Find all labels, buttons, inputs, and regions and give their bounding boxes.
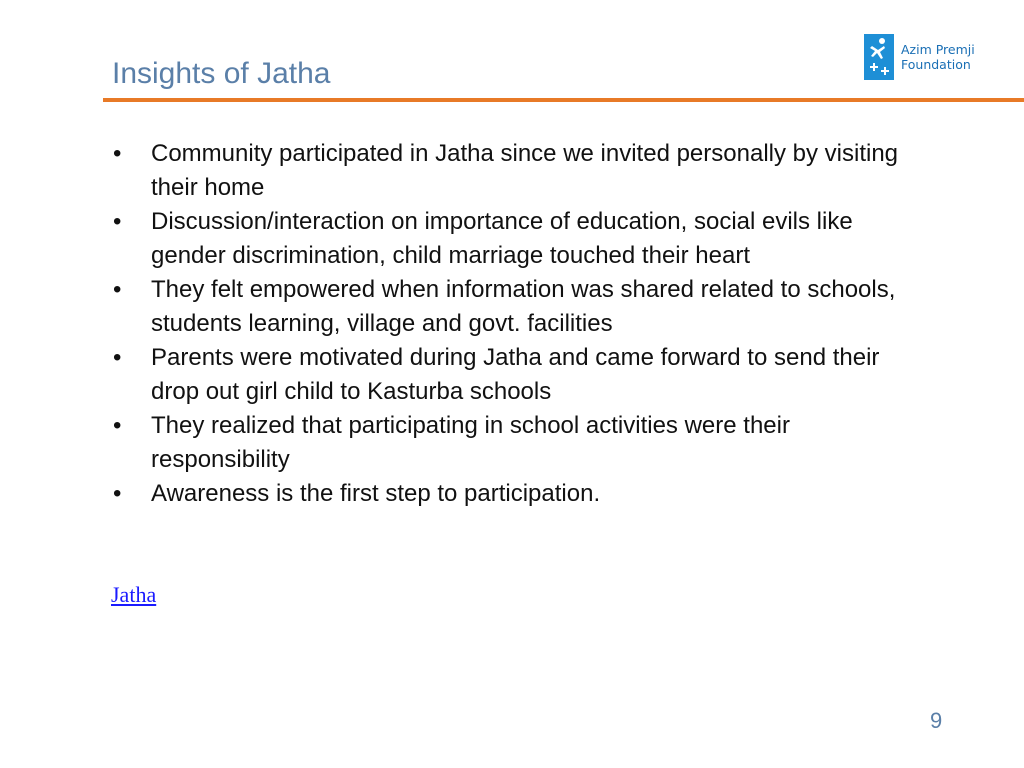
foundation-logo-icon bbox=[864, 34, 894, 80]
foundation-logo bbox=[864, 34, 975, 80]
logo-line-2: Foundation bbox=[901, 57, 971, 72]
bullet-text: Awareness is the first step to participation. bbox=[151, 480, 601, 507]
bullet-dot: • bbox=[113, 412, 122, 439]
foundation-logo-text bbox=[901, 42, 975, 72]
logo-line-1: Azim Premji bbox=[901, 42, 975, 57]
bullet-item bbox=[113, 341, 933, 409]
bullet-item bbox=[113, 409, 933, 477]
page-number: 9 bbox=[930, 708, 943, 733]
bullet-dot: • bbox=[113, 140, 122, 167]
jatha-link[interactable]: Jatha bbox=[111, 582, 157, 607]
bullet-text: They felt empowered when information was shared related to schools, students learning, village and govt. facilities bbox=[151, 276, 896, 337]
bullet-dot: • bbox=[113, 480, 122, 507]
bullet-dot: • bbox=[113, 344, 122, 371]
bullet-dot: • bbox=[113, 276, 122, 303]
bullet-text: Parents were motivated during Jatha and came forward to send their drop out girl child to Kasturba schools bbox=[151, 344, 880, 405]
bullet-text: Community participated in Jatha since we invited personally by visiting their home bbox=[151, 140, 899, 201]
bullet-item bbox=[113, 273, 933, 341]
bullet-text: They realized that participating in school activities were their responsibility bbox=[151, 412, 790, 473]
bullet-list bbox=[113, 137, 933, 511]
bullet-dot: • bbox=[113, 208, 122, 235]
bullet-item bbox=[113, 205, 933, 273]
title-underline bbox=[103, 98, 1024, 102]
slide-title: Insights of Jatha bbox=[112, 57, 331, 90]
bullet-item bbox=[113, 137, 933, 205]
bullet-item bbox=[113, 477, 933, 511]
bullet-text: Discussion/interaction on importance of education, social evils like gender discrimination, child marriage touched their heart bbox=[151, 208, 853, 269]
